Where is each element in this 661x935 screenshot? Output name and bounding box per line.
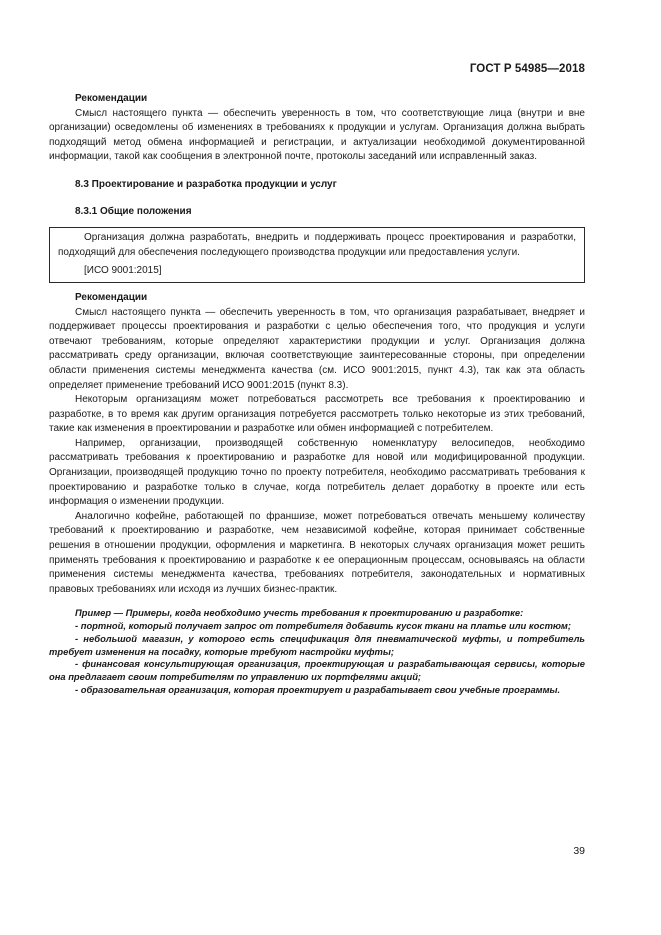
page-number: 39 <box>573 845 585 857</box>
requirement-reference: [ИСО 9001:2015] <box>84 265 162 277</box>
recommendations-paragraph: Смысл настоящего пункта — обеспечить уверенность в том, что соответствующие лица (внутри и вне организации) осведомлены об изменениях в требованиях к продукции и услугам. Организация должна выбрать подходящий метод обмена информацией и регистрации, и актуализации необходимой документированной информации, такой как сообщения в электронной почте, протоколы заседаний или исправленный заказ. <box>49 107 585 163</box>
recommendations-paragraph: Некоторым организациям может потребоваться рассмотреть все требования к проектированию и разработке, в то время как другим организация потребуется рассмотреть только некоторые из этих требований, такие как изменения в проектировании и разработке или обмен информацией с потребителем. <box>49 394 585 435</box>
requirement-text: Организация должна разработать, внедрить и поддерживать процесс проектирования и разработки, подходящий для обеспечения последующего производства продукции или предоставления услуги. <box>58 232 576 258</box>
recommendations-paragraph: Смысл настоящего пункта — обеспечить уверенность в том, что организация разрабатывает, внедряет и поддерживает процессы проектирования и разработки с целью обеспечения того, что продукция и услуги отвечают требованиям, которые определяют характеристики продукции и услуг. Организация должна рассматривать среду организации, включая соответствующие заинтересованные стороны, при определении области применения системы менеджмента качества (см. ИСО 9001:2015, пункт 4.3), так как эта область определяет применение требований ИСО 9001:2015 (пункт 8.3). <box>49 306 585 391</box>
recommendations-paragraph: Аналогично кофейне, работающей по франшизе, может потребоваться отвечать меньшему количеству требований к проектированию и разработке, чем независимой кофейне, которая принимает собственные решения в отношении продукции, оформления и маркетинга. В некоторых случаях организация может решить применять требования к проектированию и разработке к ее операционным процессам, основываясь на области применения системы менеджмента качества, требованиях потребителя, законодательных и нормативных правовых требованиях или исходя из лучших бизнес-практик. <box>49 510 585 595</box>
example-intro: Пример — Примеры, когда необходимо учесть требования к проектированию и разработке: <box>75 607 524 619</box>
example-block <box>49 607 585 696</box>
document-code: ГОСТ Р 54985—2018 <box>469 63 585 75</box>
section-title: 8.3 Проектирование и разработка продукции и услуг <box>75 178 337 190</box>
example-item: - портной, который получает запрос от потребителя добавить кусок ткани на платье или костюм; <box>75 620 571 632</box>
subsection-title: 8.3.1 Общие положения <box>75 205 192 217</box>
example-item: - образовательная организация, которая проектирует и разрабатывает свои учебные программы. <box>75 683 561 695</box>
example-item: - финансовая консультирующая организация, проектирующая и разрабатывающая сервисы, которые она предлагает своим потребителям по управлению их портфелями акций; <box>49 658 585 682</box>
requirement-box <box>49 227 585 283</box>
recommendations-heading: Рекомендации <box>75 93 148 104</box>
example-item: - небольшой магазин, у которого есть спецификация для пневматической муфты, и потребитель требует изменения на посадку, которые требуют настройки муфты; <box>49 632 585 657</box>
recommendations-paragraph: Например, организации, производящей собственную номенклатуру велосипедов, необходимо рассматривать требования к проектированию и разработке для новой или модифицированной продукции. Организации, производящей продукцию точно по проекту потребителя, необходимо рассматривать требования к проектированию и разработке только в случае, когда потребитель делает доработку в проекте или есть информация о изменении продукции. <box>49 437 585 508</box>
page-body <box>49 92 585 696</box>
recommendations-heading: Рекомендации <box>75 291 148 303</box>
